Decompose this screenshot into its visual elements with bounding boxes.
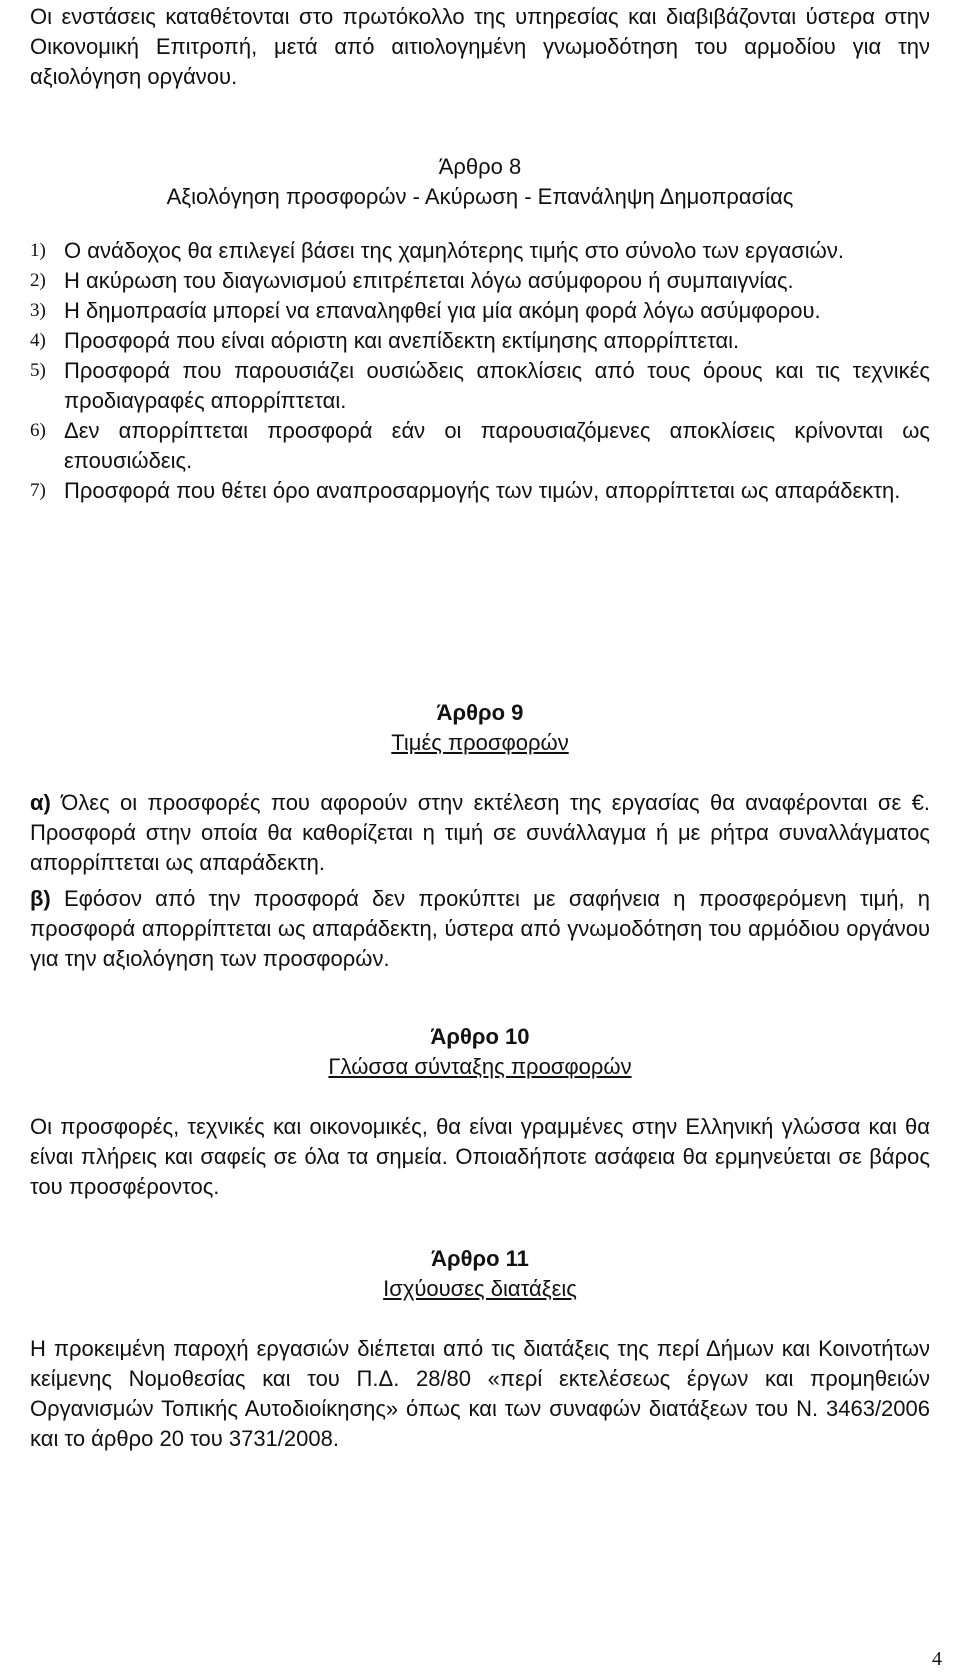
list-item-number: 4) — [30, 330, 46, 351]
article-11-paragraph: Η προκειμένη παροχή εργασιών διέπεται από τις διατάξεις της περί Δήμων και Κοινοτήτων κείμενης Νομοθεσίας και του Π.Δ. 28/80 «περί εκτελέσεως έργων και προμηθειών Οργανισμών Τοπικής Αυτοδιοίκησης» όπως και των συναφών διατάξεων του Ν. 3463/2006 και το άρθρο 20 του 3731/2008. — [30, 1336, 930, 1451]
article-8-heading — [30, 152, 930, 212]
list-item-number: 6) — [30, 420, 46, 441]
list-item-text: Προσφορά που είναι αόριστη και ανεπίδεκτη εκτίμησης απορρίπτεται. — [64, 328, 740, 353]
list-item-text: Η ακύρωση του διαγωνισμού επιτρέπεται λόγω ασύμφορου ή συμπαιγνίας. — [64, 268, 794, 293]
list-item-number: 3) — [30, 300, 46, 321]
list-item-text: Η δημοπρασία μπορεί να επαναληφθεί για μία ακόμη φορά λόγω ασύμφορου. — [64, 298, 821, 323]
list-item — [30, 356, 930, 416]
article-11-heading — [30, 1244, 930, 1304]
paragraph-text: Εφόσον από την προσφορά δεν προκύπτει με σαφήνεια η προσφερόμενη τιμή, η προσφορά απορρίπτεται ως απαράδεκτη, ύστερα από γνωμοδότηση του αρμόδιου οργάνου για την αξιολόγηση των προσφορών. — [30, 886, 930, 971]
list-item-number: 5) — [30, 360, 46, 381]
list-item — [30, 476, 930, 506]
article-9-title: Τιμές προσφορών — [391, 730, 569, 755]
list-item-number: 1) — [30, 240, 46, 261]
list-item — [30, 266, 930, 296]
article-10-number: Άρθρο 10 — [430, 1024, 530, 1049]
article-8-list — [30, 236, 930, 506]
list-item-text: Προσφορά που θέτει όρο αναπροσαρμογής των τιμών, απορρίπτεται ως απαράδεκτη. — [64, 478, 901, 503]
article-10-paragraph: Οι προσφορές, τεχνικές και οικονομικές, θα είναι γραμμένες στην Ελληνική γλώσσα και θα είναι πλήρεις και σαφείς σε όλα τα σημεία. Οποιαδήποτε ασάφεια θα ερμηνεύεται σε βάρος του προσφέροντος. — [30, 1114, 930, 1199]
list-item — [30, 326, 930, 356]
list-item — [30, 236, 930, 266]
list-item-text: Προσφορά που παρουσιάζει ουσιώδεις αποκλίσεις από τους όρους και τις τεχνικές προδιαγραφές απορρίπτεται. — [64, 358, 930, 413]
paragraph-label: β) — [30, 886, 51, 911]
list-item-number: 2) — [30, 270, 46, 291]
article-8-number: Άρθρο 8 — [438, 154, 522, 179]
paragraph-text: Όλες οι προσφορές που αφορούν στην εκτέλεση της εργασίας θα αναφέρονται σε €. Προσφορά στην οποία θα καθορίζεται η τιμή σε συνάλλαγμα ή με ρήτρα συναλλάγματος απορρίπτεται ως απαράδεκτη. — [30, 790, 930, 875]
article-8-title: Αξιολόγηση προσφορών - Ακύρωση - Επανάληψη Δημοπρασίας — [166, 184, 794, 209]
list-item — [30, 416, 930, 476]
page-number: 4 — [932, 1648, 942, 1670]
article-9-paragraph-b — [30, 884, 930, 974]
list-item-text: Δεν απορρίπτεται προσφορά εάν οι παρουσιαζόμενες αποκλίσεις κρίνονται ως επουσιώδεις. — [64, 418, 930, 473]
article-10-heading — [30, 1022, 930, 1082]
list-item-number: 7) — [30, 480, 46, 501]
list-item-text: Ο ανάδοχος θα επιλεγεί βάσει της χαμηλότερης τιμής στο σύνολο των εργασιών. — [64, 238, 844, 263]
intro-paragraph: Οι ενστάσεις καταθέτονται στο πρωτόκολλο της υπηρεσίας και διαβιβάζονται ύστερα στην Οικονομική Επιτροπή, μετά από αιτιολογημένη γνωμοδότηση του αρμοδίου για την αξιολόγηση οργάνου. — [30, 4, 930, 89]
article-9-number: Άρθρο 9 — [436, 700, 524, 725]
article-10-title: Γλώσσα σύνταξης προσφορών — [328, 1054, 632, 1079]
article-9-paragraph-a — [30, 788, 930, 878]
list-item — [30, 296, 930, 326]
article-9-heading — [30, 698, 930, 758]
article-11-title: Ισχύουσες διατάξεις — [383, 1276, 577, 1301]
article-11-number: Άρθρο 11 — [431, 1246, 529, 1271]
paragraph-label: α) — [30, 790, 51, 815]
